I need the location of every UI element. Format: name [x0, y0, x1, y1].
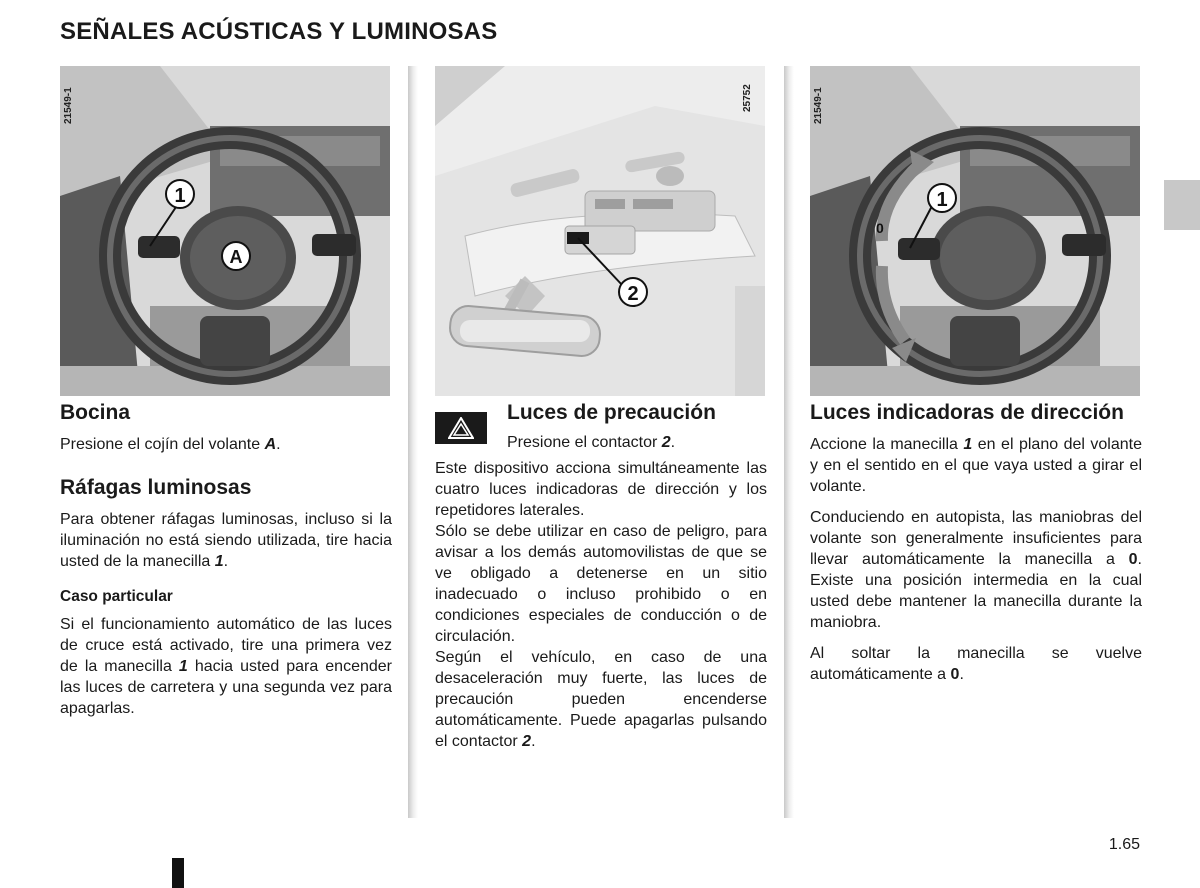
column-hazard-lights: [435, 400, 767, 752]
callout-1-label: 1: [174, 185, 186, 207]
section-heading-precaucion: Luces de precaución: [507, 401, 716, 424]
ceiling-console-illustration: [435, 66, 765, 396]
turn-signal-figure: [810, 66, 1140, 396]
paragraph-indicadoras-2: Conduciendo en autopista, las maniobras del volante son generalmente insuficientes para llevar automáticamente la manecilla a 0. Existe una posición intermedia en la cual usted debe mantener la manecilla durante la maniobra.: [810, 509, 1142, 631]
section-heading-bocina: Bocina: [60, 401, 131, 424]
paragraph-precaucion-1: Este dispositivo acciona simultáneamente las cuatro luces indicadoras de dirección y los repetidores laterales.: [435, 460, 767, 519]
paragraph-indicadoras-1: Accione la manecilla 1 en el plano del volante y en el sentido en el que vaya usted a girar el volante.: [810, 436, 1143, 495]
paragraph-rafagas: Para obtener ráfagas luminosas, incluso si la iluminación no está siendo utilizada, tire hacia usted de la manecilla 1.: [60, 511, 392, 570]
steering-wheel-illustration: [60, 66, 390, 396]
column-turn-signals: [810, 400, 1142, 695]
hazard-heading-row: [435, 400, 767, 458]
steering-wheel-lever-illustration: [810, 66, 1140, 396]
callout-2-label: 2: [627, 283, 639, 305]
figure-code: 25752: [742, 84, 753, 112]
position-zero-label: 0: [876, 220, 884, 236]
hazard-switch-figure: [435, 66, 765, 396]
hazard-warning-icon: [435, 412, 487, 444]
section-heading-rafagas: Ráfagas luminosas: [60, 476, 252, 499]
steering-wheel-horn-figure: [60, 66, 390, 396]
page-marker: [172, 858, 184, 888]
column-horn-flash: [60, 400, 392, 729]
subheading-caso-particular: Caso particular: [60, 588, 173, 605]
figure-code: 21549-1: [63, 87, 74, 124]
callout-1-label: 1: [936, 189, 948, 211]
section-heading-indicadoras: Luces indicadoras de dirección: [810, 401, 1124, 424]
column-divider: [784, 66, 794, 818]
section-tab: [1164, 180, 1200, 230]
callout-a-label: A: [229, 247, 243, 267]
paragraph-caso-particular: Si el funcionamiento automático de las luces de cruce está activado, tire una primera vez de la manecilla 1 hacia usted para encender las luces de carretera y una segunda vez para apagarlas.: [60, 616, 392, 717]
paragraph-bocina: Presione el cojín del volante A.: [60, 436, 281, 453]
paragraph-precaucion-lead: Presione el contactor 2.: [507, 434, 676, 451]
paragraph-precaucion-3: Según el vehículo, en caso de una desaceleración muy fuerte, las luces de precaución pueden encenderse automáticamente. Puede apagarlas pulsando el contactor 2.: [435, 649, 767, 750]
paragraph-indicadoras-3: Al soltar la manecilla se vuelve automáticamente a 0.: [810, 645, 1142, 683]
page-number: 1.65: [1108, 836, 1140, 853]
figure-code: 21549-1: [813, 87, 824, 124]
column-divider: [408, 66, 418, 818]
page-title: SEÑALES ACÚSTICAS Y LUMINOSAS: [60, 18, 498, 45]
paragraph-precaucion-2: Sólo se debe utilizar en caso de peligro, para avisar a los demás automovilistas de que se ve obligado a detenerse en un sitio inadecuado o incluso prohibido o en condiciones especiales de conducción o de circulación.: [435, 523, 767, 645]
